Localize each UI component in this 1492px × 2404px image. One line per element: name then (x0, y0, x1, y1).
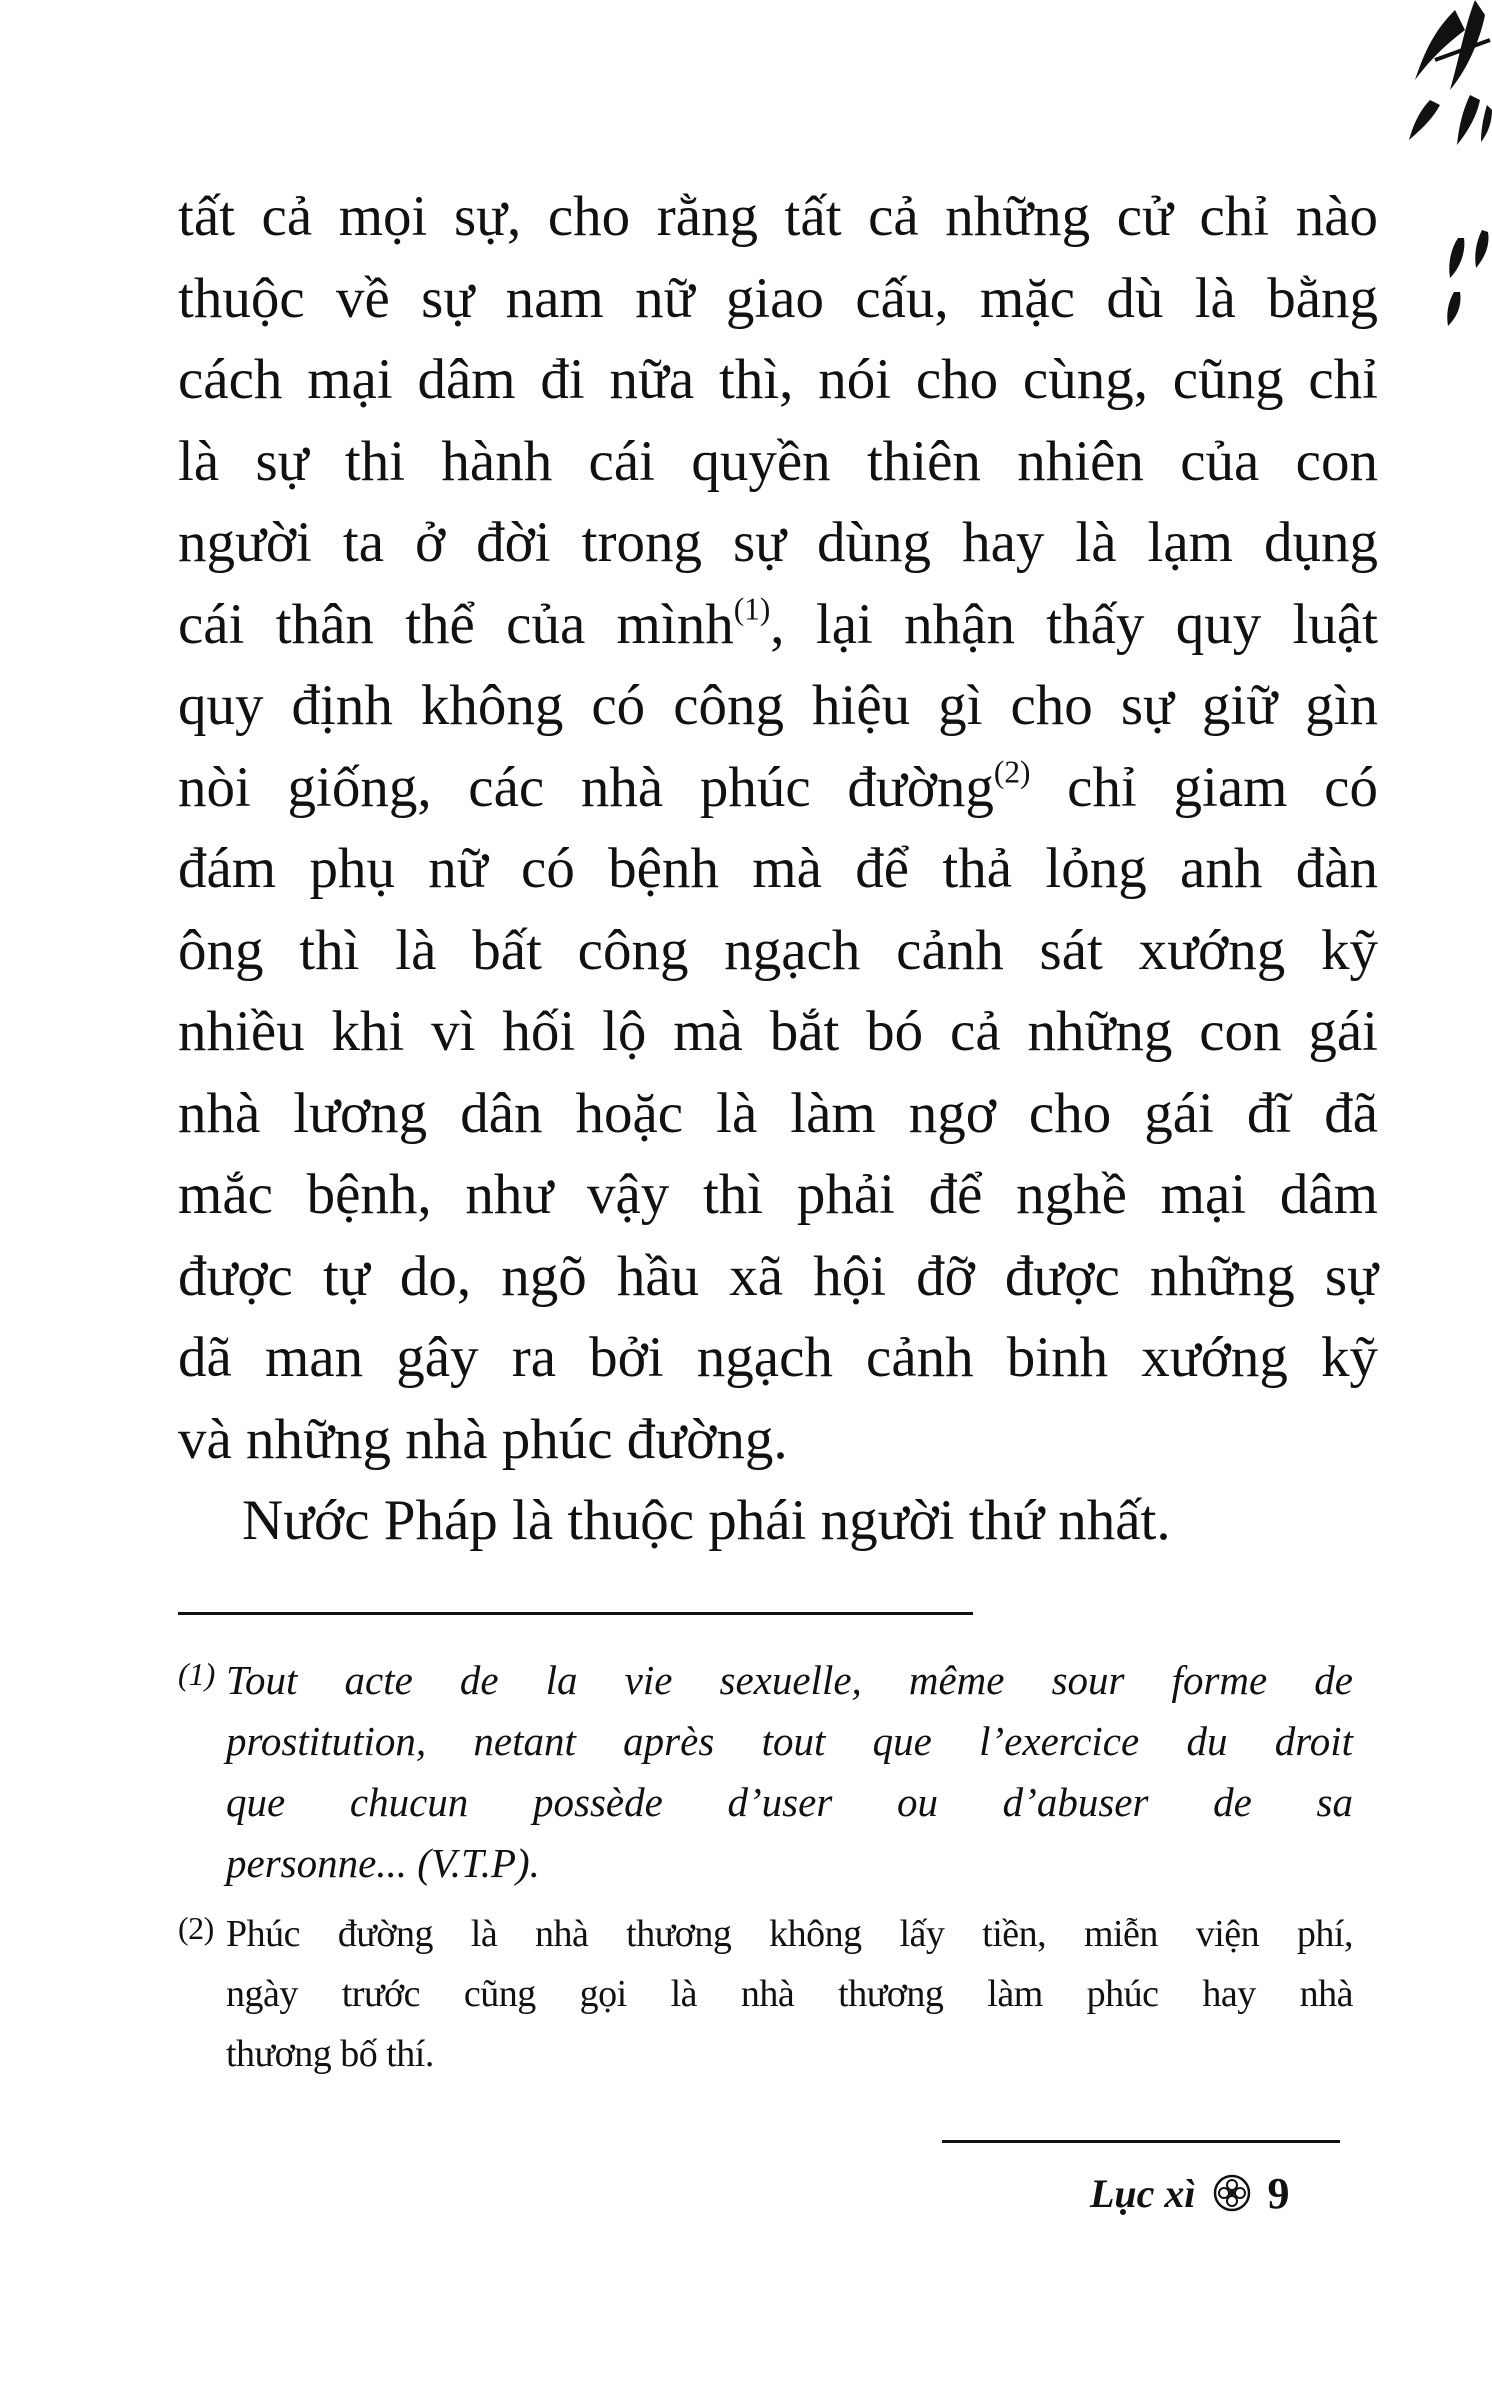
footnote-line: thương bố thí. (226, 2033, 434, 2075)
body-text (178, 176, 1378, 1562)
text-line: cái thân thể của mình$^{(1)}$, lại nhận thấy quy luật (178, 591, 1378, 656)
leaf-ornament-icon (1420, 230, 1492, 330)
footnote-2 (178, 1904, 1353, 2084)
footnote-reference-1: (1) (733, 591, 771, 626)
text-line: người ta ở đời trong sự dùng hay là lạm dụng (178, 511, 1378, 574)
footnote-line: prostitution, netant après tout que l’exercice du droit (226, 1718, 1353, 1764)
text-line: đám phụ nữ có bệnh mà để thả lỏng anh đàn (178, 837, 1378, 900)
text-line: ông thì là bất công ngạch cảnh sát xướng kỹ (178, 918, 1378, 982)
text-line: tất cả mọi sự, cho rằng tất cả những cử chỉ nào (178, 185, 1378, 248)
running-title: Lục xì (1090, 2170, 1196, 2216)
text-line: quy định không có công hiệu gì cho sự giữ gìn (178, 674, 1378, 737)
footnote-reference-2: (2) (993, 754, 1031, 789)
text-line: dã man gây ra bởi ngạch cảnh binh xướng kỹ (178, 1326, 1378, 1389)
text-line: nhiều khi vì hối lộ mà bắt bó cả những con gái (178, 1000, 1378, 1063)
footnote-marker: (2) (178, 1910, 214, 1946)
text-line: mắc bệnh, như vậy thì phải để nghề mại dâm (178, 1163, 1378, 1226)
footnote-line: Phúc đường là nhà thương không lấy tiền, miễn viện phí, (226, 1913, 1353, 1955)
footnote-line: Tout acte de la vie sexuelle, même sour forme de (226, 1657, 1353, 1703)
footnote-divider (178, 1612, 973, 1615)
leaf-ornament-icon (1395, 0, 1492, 170)
footnote-1 (178, 1650, 1353, 1894)
text-line: và những nhà phúc đường. (178, 1407, 788, 1471)
footnote-line: que chucun possède d’user ou d’abuser de sa (226, 1779, 1353, 1825)
page-number: 9 (1267, 2168, 1290, 2218)
text-line: cách mại dâm đi nữa thì, nói cho cùng, cũng chỉ (178, 348, 1378, 411)
footnotes (178, 1650, 1353, 2084)
text-line: nòi giống, các nhà phúc đường$^{(2)}$ chỉ giam có (178, 754, 1378, 819)
footnote-marker: (1) (178, 1656, 216, 1692)
flower-icon (1212, 2173, 1252, 2213)
text-line: được tự do, ngõ hầu xã hội đỡ được những sự (178, 1244, 1378, 1308)
text-line: thuộc về sự nam nữ giao cấu, mặc dù là bằng (178, 266, 1378, 330)
footnote-line: ngày trước cũng gọi là nhà thương làm phúc hay nhà (226, 1973, 1353, 2015)
paragraph-text: Nước Pháp là thuộc phái người thứ nhất. (242, 1489, 1171, 1552)
footnote-line: personne... (V.T.P). (226, 1840, 540, 1886)
text-line: nhà lương dân hoặc là làm ngơ cho gái đĩ đã (178, 1081, 1378, 1145)
folio-divider (942, 2140, 1340, 2143)
text-line: là sự thi hành cái quyền thiên nhiên của con (178, 429, 1378, 493)
page-footer (1090, 2163, 1290, 2223)
